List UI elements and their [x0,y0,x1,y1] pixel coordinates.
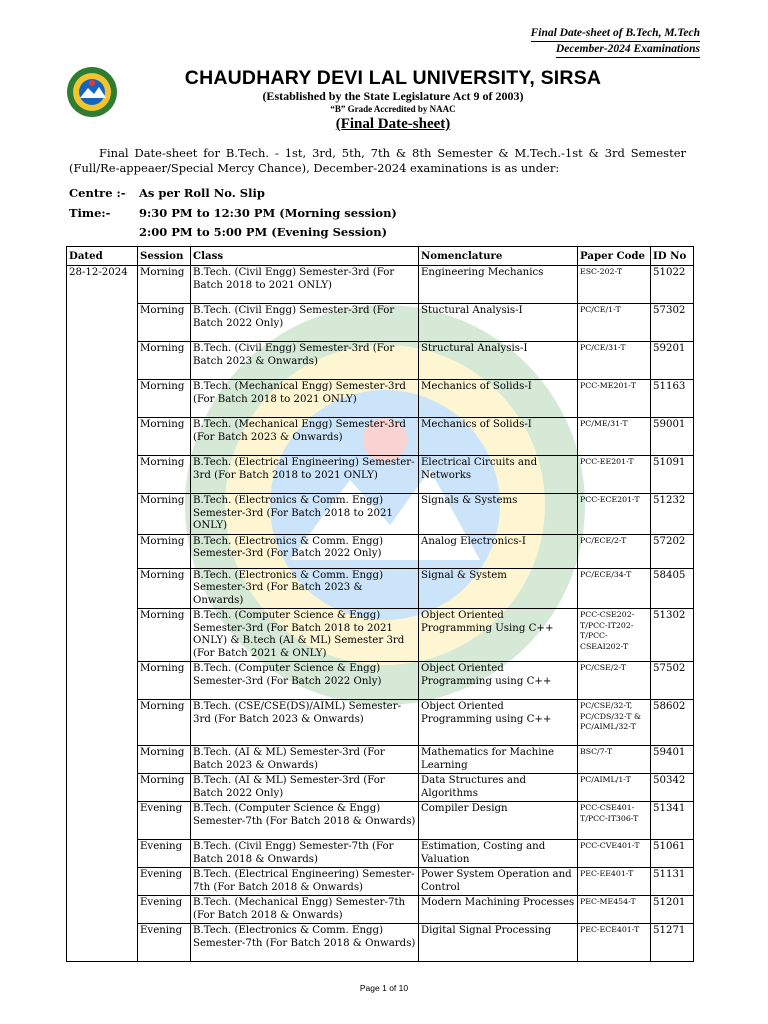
cell-class: B.Tech. (Electrical Engineering) Semester-7th (For Batch 2018 & Onwards) [191,868,419,896]
time-morning-line [69,206,397,220]
header-line-1: Final Date-sheet of B.Tech, M.Tech [531,26,700,42]
table-row [67,662,694,700]
cell-paper-code: PC/ME/31-T [578,418,651,456]
cell-id-no: 57302 [651,304,694,342]
cell-paper-code: PC/AIML/1-T [578,774,651,802]
cell-nomenclature: Mathematics for Machine Learning [419,746,578,774]
cell-id-no: 59001 [651,418,694,456]
cell-id-no: 51091 [651,456,694,494]
cell-class: B.Tech. (Electrical Engineering) Semester-3rd (For Batch 2018 to 2021 ONLY) [191,456,419,494]
cell-id-no: 51022 [651,266,694,304]
cell-nomenclature: Engineering Mechanics [419,266,578,304]
centre-value: As per Roll No. Slip [139,186,265,200]
table-row [67,868,694,896]
cell-class: B.Tech. (Mechanical Engg) Semester-3rd (For Batch 2018 to 2021 ONLY) [191,380,419,418]
cell-nomenclature: Signals & Systems [419,494,578,535]
table-row [67,896,694,924]
page-number: Page 1 of 10 [359,983,409,993]
cell-id-no: 59201 [651,342,694,380]
cell-paper-code: PCC-CVE401-T [578,840,651,868]
column-header-class: Class [191,247,419,266]
cell-class: B.Tech. (Electronics & Comm. Engg) Semester-7th (For Batch 2018 & Onwards) [191,924,419,962]
cell-class: B.Tech. (Electronics & Comm. Engg) Semester-3rd (For Batch 2018 to 2021 ONLY) [191,494,419,535]
table-row [67,802,694,840]
cell-class: B.Tech. (Computer Science & Engg) Semester-3rd (For Batch 2018 to 2021 ONLY) & B.tech (AI & ML) Semester 3rd (For Batch 2021 & ONLY) [191,609,419,662]
cell-nomenclature: Object Oriented Programming using C++ [419,700,578,746]
cell-class: B.Tech. (Electronics & Comm. Engg) Semester-3rd (For Batch 2023 & Onwards) [191,568,419,609]
time-morning-value: 9:30 PM to 12:30 PM (Morning session) [139,206,397,220]
cell-id-no: 51341 [651,802,694,840]
cell-session: Morning [138,380,191,418]
cell-nomenclature: Digital Signal Processing [419,924,578,962]
centre-label: Centre :- [69,186,126,200]
cell-nomenclature: Estimation, Costing and Valuation [419,840,578,868]
cell-paper-code: PC/CE/1-T [578,304,651,342]
cell-nomenclature: Data Structures and Algorithms [419,774,578,802]
cell-paper-code: PEC-EE401-T [578,868,651,896]
table-row [67,700,694,746]
table-row [67,924,694,962]
page-title [0,116,768,133]
page-title-text: (Final Date-sheet) [335,116,451,132]
cell-class: B.Tech. (AI & ML) Semester-3rd (For Batch 2022 Only) [191,774,419,802]
cell-id-no: 51131 [651,868,694,896]
table-row [67,534,694,568]
cell-id-no: 51201 [651,896,694,924]
table-row [67,380,694,418]
cell-id-no: 51271 [651,924,694,962]
cell-session: Morning [138,418,191,456]
cell-class: B.Tech. (Computer Science & Engg) Semester-7th (For Batch 2018 & Onwards) [191,802,419,840]
cell-session: Evening [138,840,191,868]
cell-nomenclature: Object Oriented Programming Using C++ [419,609,578,662]
cell-nomenclature: Mechanics of Solids-I [419,418,578,456]
date-sheet-table [66,246,694,962]
cell-id-no: 51163 [651,380,694,418]
column-header-nomenclature: Nomenclature [419,247,578,266]
cell-paper-code: PC/CSE/2-T [578,662,651,700]
cell-class: B.Tech. (Mechanical Engg) Semester-7th (For Batch 2018 & Onwards) [191,896,419,924]
cell-session: Morning [138,662,191,700]
cell-paper-code: PC/CE/31-T [578,342,651,380]
cell-nomenclature: Analog Electronics-I [419,534,578,568]
cell-class: B.Tech. (Mechanical Engg) Semester-3rd (For Batch 2023 & Onwards) [191,418,419,456]
cell-id-no: 57502 [651,662,694,700]
cell-paper-code: PCC-ME201-T [578,380,651,418]
cell-paper-code: PCC-CSE202-T/PCC-IT202-T/PCC-CSEAI202-T [578,609,651,662]
cell-paper-code: PC/ECE/34-T [578,568,651,609]
cell-nomenclature: Object Oriented Programming using C++ [419,662,578,700]
cell-nomenclature: Power System Operation and Control [419,868,578,896]
cell-session: Morning [138,534,191,568]
cell-id-no: 58602 [651,700,694,746]
cell-class: B.Tech. (AI & ML) Semester-3rd (For Batch 2023 & Onwards) [191,746,419,774]
cell-paper-code: PCC-CSE401-T/PCC-IT306-T [578,802,651,840]
table-row [67,266,694,304]
table-body [67,266,694,962]
cell-nomenclature: Electrical Circuits and Networks [419,456,578,494]
cell-session: Morning [138,266,191,304]
cell-id-no: 51232 [651,494,694,535]
table-row [67,494,694,535]
cell-class: B.Tech. (Civil Engg) Semester-3rd (For Batch 2022 Only) [191,304,419,342]
cell-session: Evening [138,802,191,840]
time-evening-value: 2:00 PM to 5:00 PM (Evening Session) [139,225,388,239]
cell-session: Morning [138,568,191,609]
table-row [67,304,694,342]
cell-session: Morning [138,304,191,342]
cell-session: Morning [138,456,191,494]
cell-nomenclature: Stuctural Analysis-I [419,304,578,342]
cell-class: B.Tech. (Electronics & Comm. Engg) Semester-3rd (For Batch 2022 Only) [191,534,419,568]
cell-paper-code: PCC-ECE201-T [578,494,651,535]
table-row [67,418,694,456]
column-header-session: Session [138,247,191,266]
cell-session: Evening [138,896,191,924]
cell-session: Morning [138,609,191,662]
cell-id-no: 51061 [651,840,694,868]
cell-paper-code: PEC-ME454-T [578,896,651,924]
cell-id-no: 50342 [651,774,694,802]
table-header-row [67,247,694,266]
cell-paper-code: PC/ECE/2-T [578,534,651,568]
cell-session: Morning [138,774,191,802]
cell-class: B.Tech. (Civil Engg) Semester-3rd (For Batch 2023 & Onwards) [191,342,419,380]
time-label: Time:- [69,206,111,220]
table-row [67,774,694,802]
column-header-id-no: ID No [651,247,694,266]
cell-class: B.Tech. (Computer Science & Engg) Semester-3rd (For Batch 2022 Only) [191,662,419,700]
table-row [67,568,694,609]
cell-paper-code: PCC-EE201-T [578,456,651,494]
cell-id-no: 59401 [651,746,694,774]
cell-session: Morning [138,746,191,774]
cell-paper-code: BSC/7-T [578,746,651,774]
cell-paper-code: PEC-ECE401-T [578,924,651,962]
cell-id-no: 58405 [651,568,694,609]
cell-session: Morning [138,494,191,535]
cell-nomenclature: Mechanics of Solids-I [419,380,578,418]
cell-id-no: 51302 [651,609,694,662]
table-row [67,456,694,494]
cell-class: B.Tech. (Civil Engg) Semester-7th (For Batch 2018 & Onwards) [191,840,419,868]
university-name: CHAUDHARY DEVI LAL UNIVERSITY, SIRSA [184,67,602,89]
established-line: (Established by the State Legislature Act 9 of 2003) [262,89,524,103]
table-row [67,746,694,774]
table-row [67,609,694,662]
column-header-paper-code: Paper Code [578,247,651,266]
cell-session: Evening [138,924,191,962]
cell-session: Morning [138,700,191,746]
accreditation-line: “B” Grade Accredited by NAAC [330,104,456,114]
table-row [67,342,694,380]
cell-paper-code: PC/CSE/32-T, PC/CDS/32-T & PC/AIML/32-T [578,700,651,746]
cell-nomenclature: Compiler Design [419,802,578,840]
cell-session: Morning [138,342,191,380]
centre-line [69,186,265,200]
cell-nomenclature: Structural Analysis-I [419,342,578,380]
cell-class: B.Tech. (CSE/CSE(DS)/AIML) Semester-3rd (For Batch 2023 & Onwards) [191,700,419,746]
column-header-dated: Dated [67,247,138,266]
cell-nomenclature: Signal & System [419,568,578,609]
document-header [531,26,700,58]
cell-nomenclature: Modern Machining Processes [419,896,578,924]
cell-paper-code: ESC-202-T [578,266,651,304]
header-line-2: December-2024 Examinations [556,42,700,58]
cell-class: B.Tech. (Civil Engg) Semester-3rd (For Batch 2018 to 2021 ONLY) [191,266,419,304]
cell-id-no: 57202 [651,534,694,568]
table-row [67,840,694,868]
cell-session: Evening [138,868,191,896]
cell-dated: 28-12-2024 [67,266,138,962]
intro-paragraph: Final Date-sheet for B.Tech. - 1st, 3rd, 5th, 7th & 8th Semester & M.Tech.-1st & 3rd Semester (Full/Re-appeaer/Special Mercy Chance), December-2024 examinations is as under: [69,146,686,175]
time-evening-line [69,225,387,239]
